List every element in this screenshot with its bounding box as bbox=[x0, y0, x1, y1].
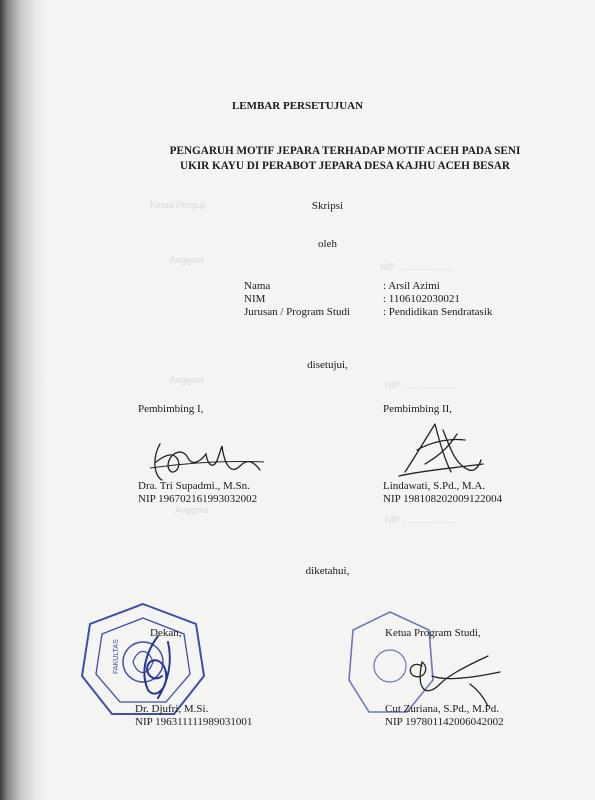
supervisor1-nip: NIP 196702161993032002 bbox=[138, 493, 258, 505]
svg-text:FAKULTAS: FAKULTAS bbox=[113, 639, 120, 674]
signature-program-head bbox=[392, 640, 512, 710]
page-heading: LEMBAR PERSETUJUAN bbox=[231, 100, 364, 112]
thesis-title-line: UKIR KAYU DI PERABOT JEPARA DESA KAJHU ACEH BESAR bbox=[180, 160, 510, 172]
dean-role: Dekan, bbox=[150, 627, 182, 639]
by-label: oleh bbox=[318, 238, 337, 250]
program-head-nip: NIP 197801142006042002 bbox=[385, 716, 504, 728]
supervisor1-role: Pembimbing I, bbox=[138, 403, 204, 415]
bleed-through-text: Ketua Penguji bbox=[150, 200, 207, 210]
supervisor2-name: Lindawati, S.Pd., M.A. bbox=[383, 480, 486, 492]
student-name-value: : Arsil Azimi bbox=[383, 280, 440, 292]
bleed-through-text: Anggota bbox=[175, 505, 209, 515]
acknowledged-label: diketahui, bbox=[305, 565, 350, 577]
bleed-through-text: NIP ...................... bbox=[380, 262, 453, 272]
bleed-through-text: NIP ...................... bbox=[385, 380, 458, 390]
supervisor2-nip: NIP 198108202009122004 bbox=[383, 493, 503, 505]
student-program-label: Jurusan / Program Studi bbox=[244, 306, 351, 318]
program-head-name: Cut Zuriana, S.Pd., M.Pd. bbox=[385, 703, 499, 715]
thesis-title-line: PENGARUH MOTIF JEPARA TERHADAP MOTIF ACEH PADA SENI bbox=[169, 145, 521, 157]
bleed-through-text: NIP ...................... bbox=[385, 515, 458, 525]
signature-supervisor2 bbox=[395, 420, 485, 480]
document-type: Skripsi bbox=[311, 200, 344, 212]
signature-dean bbox=[128, 632, 188, 702]
binding-shadow bbox=[0, 0, 46, 800]
student-nim-label: NIM bbox=[244, 293, 266, 305]
bleed-through-text: Anggota bbox=[170, 255, 204, 265]
signature-supervisor1 bbox=[148, 436, 268, 486]
student-name-label: Nama bbox=[244, 280, 271, 292]
thesis-title bbox=[120, 144, 570, 174]
program-head-role: Ketua Program Studi, bbox=[385, 627, 481, 639]
student-nim-value: : 1106102030021 bbox=[383, 293, 460, 305]
bleed-through-text: Anggota bbox=[170, 375, 204, 385]
student-program-value: : Pendidikan Sendratasik bbox=[383, 306, 493, 318]
dean-nip: NIP 196311111989031001 bbox=[135, 716, 253, 728]
dean-name: Dr. Djufri, M.Si. bbox=[135, 703, 209, 715]
supervisor2-role: Pembimbing II, bbox=[383, 403, 453, 415]
supervisor1-name: Dra. Tri Supadmi., M.Sn. bbox=[138, 480, 250, 492]
approved-label: disetujui, bbox=[307, 359, 348, 371]
